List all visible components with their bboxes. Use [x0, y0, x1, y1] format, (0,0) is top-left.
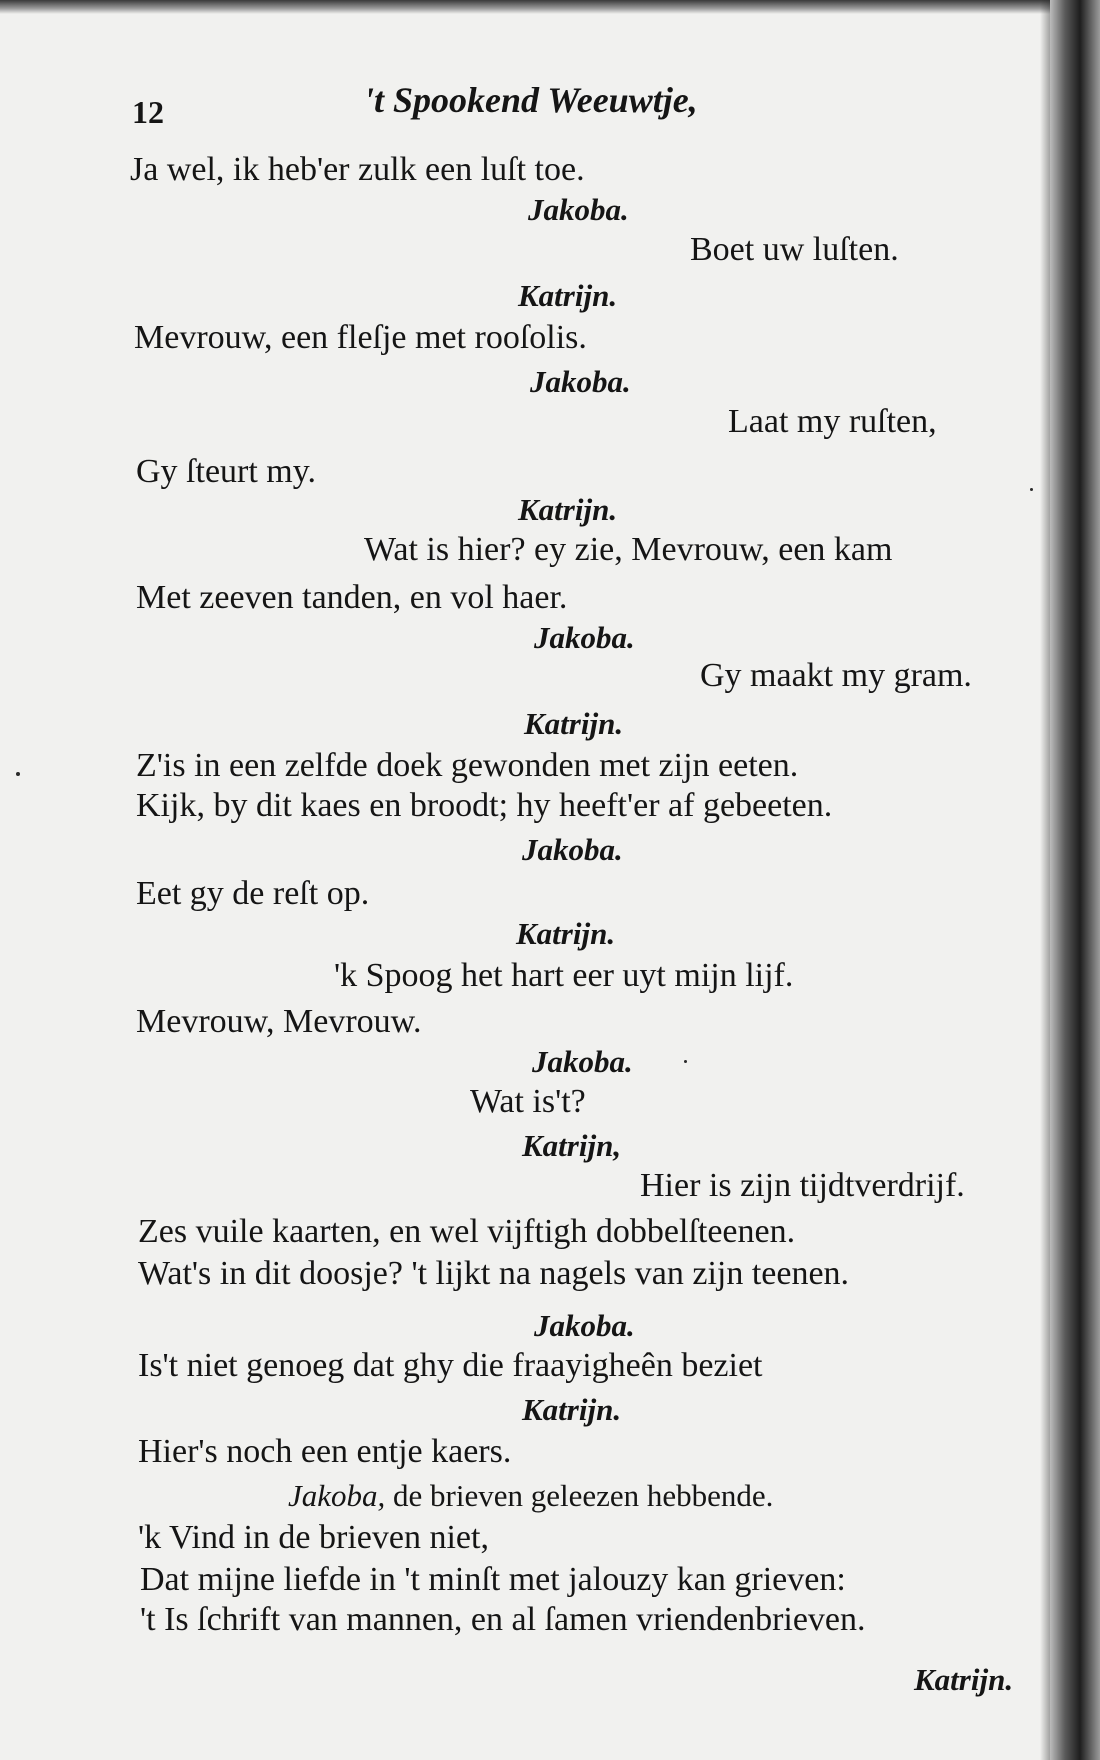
verse-line: Gy maakt my gram. [700, 657, 972, 694]
verse-line: Kijk, by dit kaes en broodt; hy heeft'er af gebeeten. [136, 787, 833, 824]
running-title: 't Spookend Weeuwtje, [364, 80, 698, 120]
verse-line: Gy ſteurt my. [136, 453, 317, 490]
book-spine [1050, 0, 1100, 1760]
speaker-heading: Jakoba. [534, 620, 635, 655]
verse-line: 't Is ſchrift van mannen, en al ſamen vriendenbrieven. [140, 1601, 866, 1638]
ink-speck [16, 772, 20, 776]
speaker-heading: Jakoba. [528, 192, 629, 227]
verse-line: Is't niet genoeg dat ghy die fraayigheên beziet [138, 1347, 763, 1384]
speaker-heading: Katrijn. [516, 916, 616, 951]
verse-line: Zes vuile kaarten, en wel vijftigh dobbelſteenen. [138, 1213, 796, 1250]
verse-line: Hier is zijn tijdtverdrijf. [640, 1167, 965, 1204]
verse-line: Mevrouw, een fleſje met rooſolis. [134, 319, 587, 356]
catchword: Katrijn. [914, 1662, 1014, 1697]
verse-line: 'k Vind in de brieven niet, [138, 1519, 489, 1556]
verse-line: Wat is hier? ey zie, Mevrouw, een kam [364, 531, 893, 568]
stage-direction [288, 1476, 773, 1516]
stage-direction-speaker: Jakoba, [288, 1478, 386, 1513]
page-number: 12 [132, 94, 164, 130]
ink-speck [684, 1060, 687, 1063]
speaker-heading: Katrijn. [524, 706, 624, 741]
verse-line: Wat's in dit doosje? 't lijkt na nagels van zijn teenen. [138, 1255, 850, 1292]
speaker-heading: Katrijn. [522, 1392, 622, 1427]
verse-line: Dat mijne liefde in 't minſt met jalouzy kan grieven: [140, 1561, 846, 1598]
speaker-heading: Katrijn. [518, 278, 618, 313]
speaker-heading: Katrijn, [522, 1128, 622, 1163]
verse-line: Laat my ruſten, [728, 403, 937, 440]
verse-line: Hier's noch een entje kaers. [138, 1433, 512, 1470]
page-top-edge [0, 0, 1100, 14]
verse-line: Z'is in een zelfde doek gewonden met zijn eeten. [136, 747, 799, 784]
speaker-heading: Jakoba. [522, 832, 623, 867]
verse-line: Met zeeven tanden, en vol haer. [136, 579, 568, 616]
verse-line: Boet uw luſten. [690, 231, 899, 268]
ink-speck [1030, 488, 1033, 491]
verse-line: Ja wel, ik heb'er zulk een luſt toe. [130, 151, 585, 188]
speaker-heading: Jakoba. [530, 364, 631, 399]
stage-direction-text: de brieven geleezen hebbende. [393, 1478, 774, 1513]
speaker-heading: Jakoba. [532, 1044, 633, 1079]
verse-line: Mevrouw, Mevrouw. [136, 1003, 422, 1040]
speaker-heading: Jakoba. [534, 1308, 635, 1343]
verse-line: Eet gy de reſt op. [136, 875, 370, 912]
speaker-heading: Katrijn. [518, 492, 618, 527]
verse-line: 'k Spoog het hart eer uyt mijn lijf. [334, 957, 794, 994]
verse-line: Wat is't? [470, 1083, 586, 1120]
